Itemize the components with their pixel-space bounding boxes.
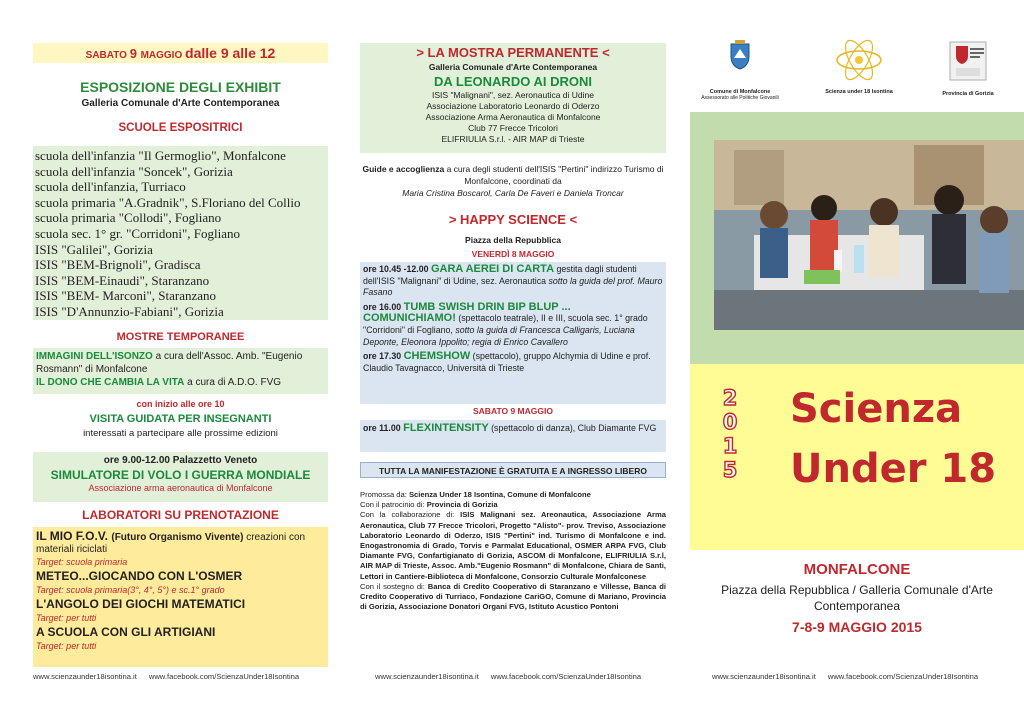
list-item: ISIS "Malignani", sez. Aeronautica di Udine (432, 90, 594, 100)
sim-time: ore 9.00-12.00 Palazzetto Veneto (103, 455, 258, 466)
footer-links (33, 672, 311, 681)
middle-panel (340, 0, 680, 725)
lab-item (36, 598, 325, 624)
lab-title: IL MIO F.O.V. (36, 529, 112, 543)
footer-links (375, 672, 653, 681)
guide-text (360, 163, 666, 199)
guide-desc: a cura degli studenti dell'ISIS "Pertini" indirizzo Turismo di Monfalcone, coordinati da (444, 164, 664, 186)
list-item: ISIS "D'Annunzio-Fabiani", Gorizia (35, 303, 224, 319)
event-time: ore 16.00 (363, 301, 404, 312)
website-link[interactable]: www.scienzaunder18isontina.it (712, 672, 816, 681)
logo-scienza (800, 38, 918, 95)
event-dates: 7-8-9 MAGGIO 2015 (792, 619, 922, 635)
friday-events (360, 262, 666, 404)
date-hours: dalle 9 alle 12 (185, 45, 276, 61)
province-logo-icon (948, 40, 988, 82)
website-link[interactable]: www.scienzaunder18isontina.it (375, 672, 479, 681)
lab-title: L'ANGOLO DEI GIOCHI MATEMATICI (36, 597, 246, 611)
lab-title: METEO...GIOCANDO CON L'OSMER (36, 569, 243, 583)
event-desc: (spettacolo di danza), Club Diamante FVG (488, 423, 657, 433)
labs-title: LABORATORI SU PRENOTAZIONE (82, 508, 279, 522)
lab-item (36, 570, 325, 596)
event-time: ore 11.00 (363, 423, 404, 433)
list-item: Associazione Arma Aeronautica di Monfalcone (425, 112, 601, 122)
list-item: scuola sec. 1° gr. "Corridoni", Fogliano (35, 225, 241, 241)
promo-label: Promossa da: (360, 490, 409, 499)
event-item (363, 264, 663, 299)
happy-title: > HAPPY SCIENCE < (448, 212, 578, 227)
event-credit: sotto la guida di Francesca Calligaris, Luciana Deponte, Eleonora Ippolito; regia di Enrico Cavallero (363, 324, 635, 347)
lab-target: Target: per tutti (36, 613, 97, 623)
lab-sub: (Futuro Organismo Vivente) (111, 532, 244, 543)
event-title: COMUNICHIAMO! (363, 312, 456, 325)
collab-text: ISIS Malignani sez. Areonautica, Associazione Arma Aeronautica, Club 77 Frecce Tricolori, Progetto "Alisto"- prov. Treviso, Associazione Laboratorio Leonardo di Oderzo, ISIS "Pertini" ind. Turismo di Monfalcone e ind. Enogastronomia di Grado, Torvis e Parmalat Educational, OSMER ARPA FVG, Club Diamante FVG, Confartigianato di Gorizia, ASCOM di Monfalcone, ELIFRIULIA S.r.l, AIR MAP di Trieste, Assoc. Amb."Eugenio Rosmann" di Monfalcone, Chiara de Santi, Lettori in Cantiere-Biblioteca di Monfalcone, Consorzio Culturale Monfalconese (360, 510, 666, 581)
lab-target: Target: scuola primaria (36, 557, 128, 567)
scienza-logo-icon (833, 38, 885, 82)
permanent-box (360, 43, 666, 153)
event-item (363, 302, 663, 348)
date-number: 9 (129, 46, 141, 61)
saturday-label: SABATO 9 MAGGIO (473, 406, 553, 416)
year-digit: 2 (722, 386, 738, 410)
temp1-title: IMMAGINI DELL'ISONZO (36, 351, 153, 362)
event-title: GARA AEREI DI CARTA (430, 263, 555, 275)
venue-text: Piazza della Repubblica / Galleria Comunale d'Arte Contemporanea (721, 583, 993, 613)
event-desc: gestita dagli studenti dell'ISIS "Malignani" di Udine, sez. Aeronautica (363, 264, 637, 286)
event-photo (714, 140, 1024, 330)
logo1-sub: Assessorato alle Politiche Giovanili (701, 95, 779, 101)
exhibit-place: Galleria Comunale d'Arte Contemporanea (81, 98, 280, 109)
list-item: scuola primaria "Collodi", Fogliano (35, 210, 222, 226)
list-item: ISIS "BEM-Einaudi", Staranzano (35, 272, 210, 288)
list-item: scuola dell'infanzia, Turriaco (35, 179, 186, 195)
list-item: scuola dell'infanzia "Soncek", Gorizia (35, 163, 233, 179)
lab-item (36, 626, 325, 652)
temp-title: MOSTRE TEMPORANEE (116, 331, 245, 343)
temp2-title: IL DONO CHE CAMBIA LA VITA (36, 377, 185, 388)
saturday-events (360, 420, 666, 452)
list-item: ELIFRIULIA S.r.l. - AIR MAP di Trieste (441, 134, 585, 144)
visit-time: con inizio alle ore 10 (136, 399, 225, 409)
labs-box (33, 527, 328, 667)
perm-place: Galleria Comunale d'Arte Contemporanea (428, 62, 598, 72)
list-item: scuola primaria "A.Gradnik", S.Floriano del Collio (35, 194, 301, 210)
sim-org: Associazione arma aeronautica di Monfalcone (88, 483, 273, 493)
schools-title: SCUOLE ESPOSITRICI (118, 122, 243, 134)
simulator-box (33, 452, 328, 502)
lab-desc: creazioni con materiali riciclati (36, 532, 306, 555)
temp-box (33, 348, 328, 394)
date-day: SABATO (85, 50, 130, 61)
logo-monfalcone (680, 40, 800, 101)
year-digit: 1 (722, 434, 738, 458)
left-panel (0, 0, 340, 725)
facebook-link[interactable]: www.facebook.com/ScienzaUnder18Isontina (148, 672, 300, 681)
right-panel (680, 0, 1024, 725)
logo2-label: Scienza under 18 Isontina (825, 89, 893, 95)
list-item: ISIS "BEM- Marconi", Staranzano (35, 288, 217, 304)
date-month: MAGGIO (140, 50, 186, 61)
event-time: ore 10.45 -12.00 (363, 264, 431, 274)
temp1-desc: a cura dell'Assoc. Amb. "Eugenio Rosmann" di Monfalcone (36, 351, 303, 375)
exhibit-title: ESPOSIZIONE DEGLI EXHIBIT (80, 79, 281, 95)
lab-title: A SCUOLA CON GLI ARTIGIANI (36, 625, 216, 639)
website-link[interactable]: www.scienzaunder18isontina.it (33, 672, 137, 681)
collab-label: Con la collaborazione di: (360, 510, 461, 520)
event-time: ore 17.30 (363, 351, 404, 362)
list-item: Associazione Laboratorio Leonardo di Oderzo (426, 101, 600, 111)
happy-place: Piazza della Repubblica (465, 235, 561, 245)
sim-title: SIMULATORE DI VOLO I GUERRA MONDIALE (50, 468, 311, 482)
facebook-link[interactable]: www.facebook.com/ScienzaUnder18Isontina (490, 672, 642, 681)
visit-title: VISITA GUIDATA PER INSEGNANTI (89, 413, 272, 425)
date-header (33, 43, 328, 63)
logo1-label: Comune di Monfalcone (709, 89, 771, 95)
support-text: Banca di Credito Cooperativo di Staranzano e Villesse, Banca di Credito Cooperativo di Turriaco, Fondazione CariGO, Comune di Mariano, Provincia di Gorizia, Associazione Donatori Organi FVG, Istituto Acustico Pontoni (360, 581, 666, 612)
event-title: TUMB SWISH DRIN BIP BLUP ... (403, 300, 571, 313)
credits (360, 490, 666, 612)
year-digit: 0 (722, 410, 738, 434)
promo-text: Scienza Under 18 Isontina, Comune di Monfalcone (408, 490, 591, 499)
footer-links (712, 672, 990, 681)
logo-gorizia (918, 40, 1018, 97)
drones-title: DA LEONARDO AI DRONI (434, 74, 592, 89)
lab-target: Target: scuola primaria(3°, 4°, 5°) e sc.1° grado (36, 585, 225, 595)
patron-label: Con il patrocinio di: (360, 500, 427, 510)
temp2-desc: a cura di A.D.O. FVG (184, 377, 282, 388)
friday-label: VENERDÌ 8 MAGGIO (471, 249, 555, 259)
event-title: FLEXINTENSITY (403, 422, 489, 434)
main-title-1: Scienza (790, 386, 963, 432)
year-digit: 5 (722, 458, 738, 482)
logo3-label: Provincia di Gorizia (942, 91, 994, 97)
event-item (363, 351, 663, 374)
list-item: ISIS "BEM-Brignoli", Gradisca (35, 257, 201, 273)
perm-title: > LA MOSTRA PERMANENTE < (416, 45, 610, 60)
visit-desc: interessati a partecipare alle prossime edizioni (83, 428, 278, 439)
list-item: scuola dell'infanzia "Il Germoglio", Monfalcone (35, 148, 286, 163)
event-credit: sotto la guida del prof. Mauro Fasano (363, 275, 663, 298)
facebook-link[interactable]: www.facebook.com/ScienzaUnder18Isontina (827, 672, 979, 681)
event-desc: (spettacolo teatrale), II e III, scuola sec. 1° grado "Corridoni" di Fogliano, (363, 313, 648, 335)
event-title: CHEMSHOW (403, 350, 471, 363)
free-entry: TUTTA LA MANIFESTAZIONE È GRATUITA E A INGRESSO LIBERO (360, 462, 666, 478)
event-desc: (spettacolo), gruppo Alchymia di Udine e prof. Claudio Tavagnacco, Università di Trieste (363, 351, 651, 373)
list-item: ISIS "Galilei", Gorizia (35, 241, 153, 257)
drones-orgs (360, 90, 666, 145)
coat-of-arms-icon (729, 40, 751, 70)
guide-names: Maria Cristina Boscarol, Carla De Faveri e Daniela Troncar (402, 188, 624, 198)
lab-target: Target: per tutti (36, 641, 97, 651)
main-title-2: Under 18 (790, 446, 997, 492)
lab-item (36, 530, 325, 568)
support-label: Con il sostegno di: (360, 581, 428, 591)
year-vertical (710, 386, 750, 482)
list-item: Club 77 Frecce Tricolori (468, 123, 558, 133)
schools-list (33, 146, 328, 320)
patron-text: Provincia di Gorizia (426, 500, 498, 510)
guide-label: Guide e accoglienza (362, 164, 445, 174)
city-title: MONFALCONE (803, 561, 911, 578)
